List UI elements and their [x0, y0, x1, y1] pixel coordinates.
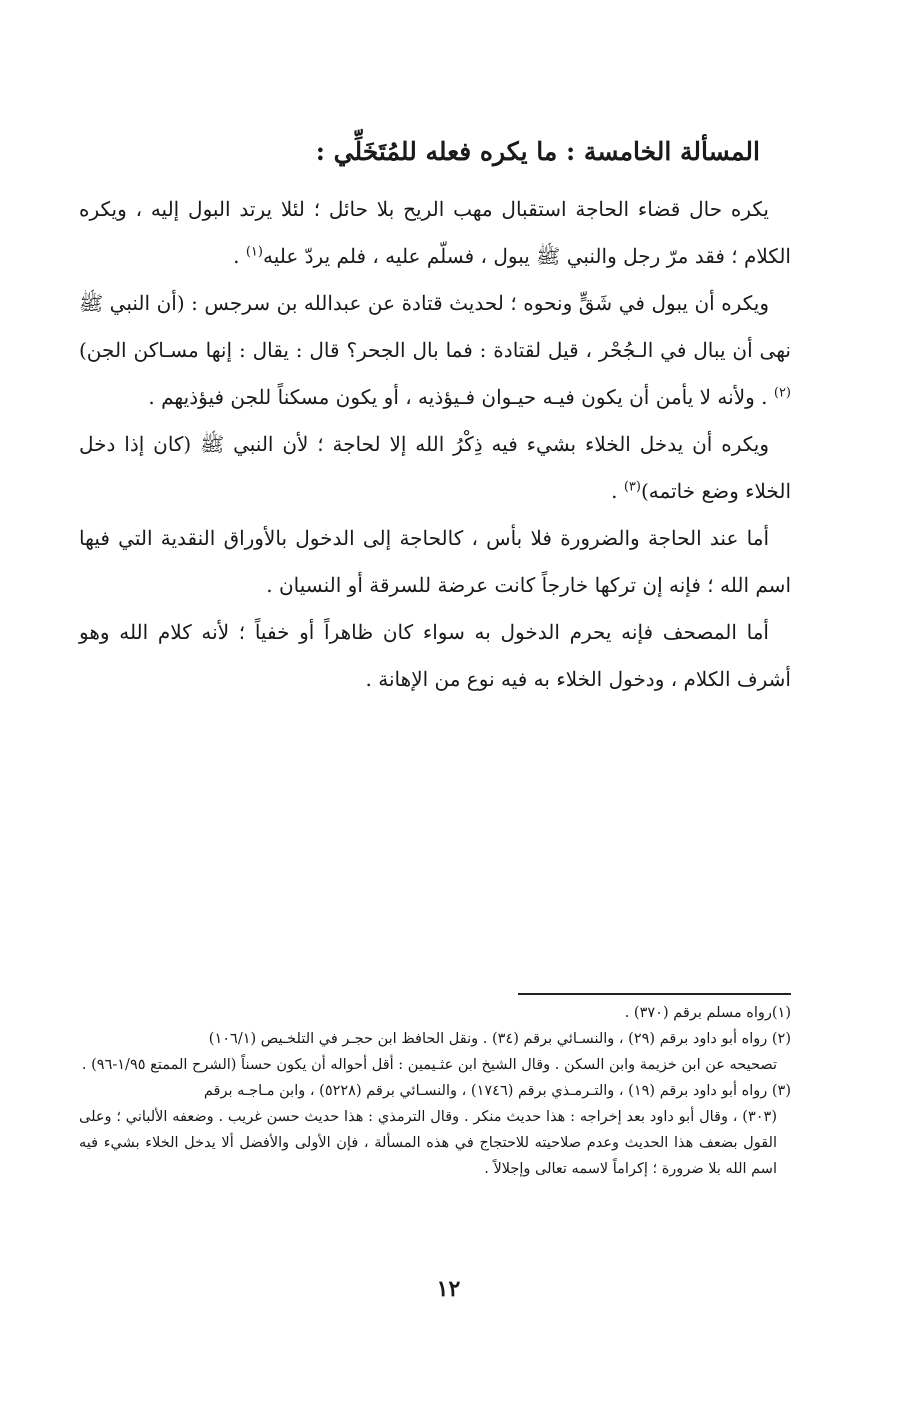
footnote-1-text: (١)رواه مسلم برقم (٣٧٠) . — [624, 1005, 791, 1021]
footnote-3-continuation: (٣٠٣) ، وقال أبو داود بعد إخراجه : هذا حديث منكر . وقال الترمذي : هذا حديث حسن غريب . وضعفه الألباني ؛ وعلى القول بضعف هذا الحديث وعدم صلاحيته للاحتجاج في هذه المسألة ، فإن الأولى والأفضل ألا يدخل الخلاء بشيء فيه اسم الله بلا ضرورة ؛ إكراماً لاسمه تعالى وإجلالاً . — [79, 1109, 777, 1177]
paragraph-2: ويكره أن يبول في شَقٍّ ونحوه ؛ لحديث قتادة عن عبدالله بن سرجس : (أن النبي ﷺ نهى أن يبال في الـجُحْر ، قيل لقتادة : فما بال الجحر؟ قال : يقال : إنها مسـاكن الجن)$^{(٢)}$ . ولأنه لا يأمن أن يكون فيـه حيـوان فـيؤذيه ، أو يكون مسكناً للجن فيؤذيهم . — [79, 291, 791, 409]
footnote-3-text: (٣) رواه أبو داود برقم (١٩) ، والتـرمـذي برقم (١٧٤٦) ، والنسـائي برقم (٥٢٢٨) ، وابن مـاجـه برقم — [203, 1083, 791, 1099]
paragraph-3: ويكره أن يدخل الخلاء بشيء فيه ذِكْرُ الله إلا لحاجة ؛ لأن النبي ﷺ (كان إذا دخل الخلاء وضع خاتمه)$^{(٣)}$ . — [79, 432, 791, 503]
footnote-3 — [79, 1078, 791, 1182]
footnote-2-text: (٢) رواه أبو داود برقم (٢٩) ، والنسـائي برقم (٣٤) . ونقل الحافظ ابن حجـر في التلخـيص (١٠٦/١) — [208, 1031, 791, 1047]
paragraph-4: أما عند الحاجة والضرورة فلا بأس ، كالحاجة إلى الدخول بالأوراق النقدية التي فيها اسم الله ؛ فإنه إن تركها خارجاً كانت عرضة للسرقة أو النسيان . — [79, 526, 791, 597]
footnote-2-continuation: تصحيحه عن ابن خزيمة وابن السكن . وقال الشيخ ابن عثـيمين : أقل أحواله أن يكون حسناً (الشرح الممتع ١/٩٥-٩٦) . — [81, 1057, 777, 1073]
paragraph-1: يكره حال قضاء الحاجة استقبال مهب الريح بلا حائل ؛ لئلا يرتد البول إليه ، ويكره الكلام ؛ فقد مرّ رجل والنبي ﷺ يبول ، فسلّم عليه ، فلم يردّ عليه$^{(١)}$ . — [79, 197, 791, 268]
footnote-ref-3[interactable]: (٣) — [623, 479, 641, 495]
paragraph-5: أما المصحف فإنه يحرم الدخول به سواء كان ظاهراً أو خفياً ؛ لأنه كلام الله وهو أشرف الكلام ، ودخول الخلاء به فيه نوع من الإهانة . — [79, 620, 791, 691]
footnote-1 — [79, 1000, 791, 1026]
footnote-2 — [79, 1026, 791, 1078]
footnotes — [79, 1000, 791, 1182]
footnote-divider — [518, 993, 791, 995]
footnote-ref-1[interactable]: (١) — [245, 244, 263, 260]
page-number: ١٢ — [436, 1276, 461, 1302]
footnote-ref-2[interactable]: (٢) — [773, 385, 791, 401]
body-text — [79, 186, 791, 703]
section-heading: المسألة الخامسة : ما يكره فعله للمُتَخَلِّي : — [315, 137, 760, 166]
